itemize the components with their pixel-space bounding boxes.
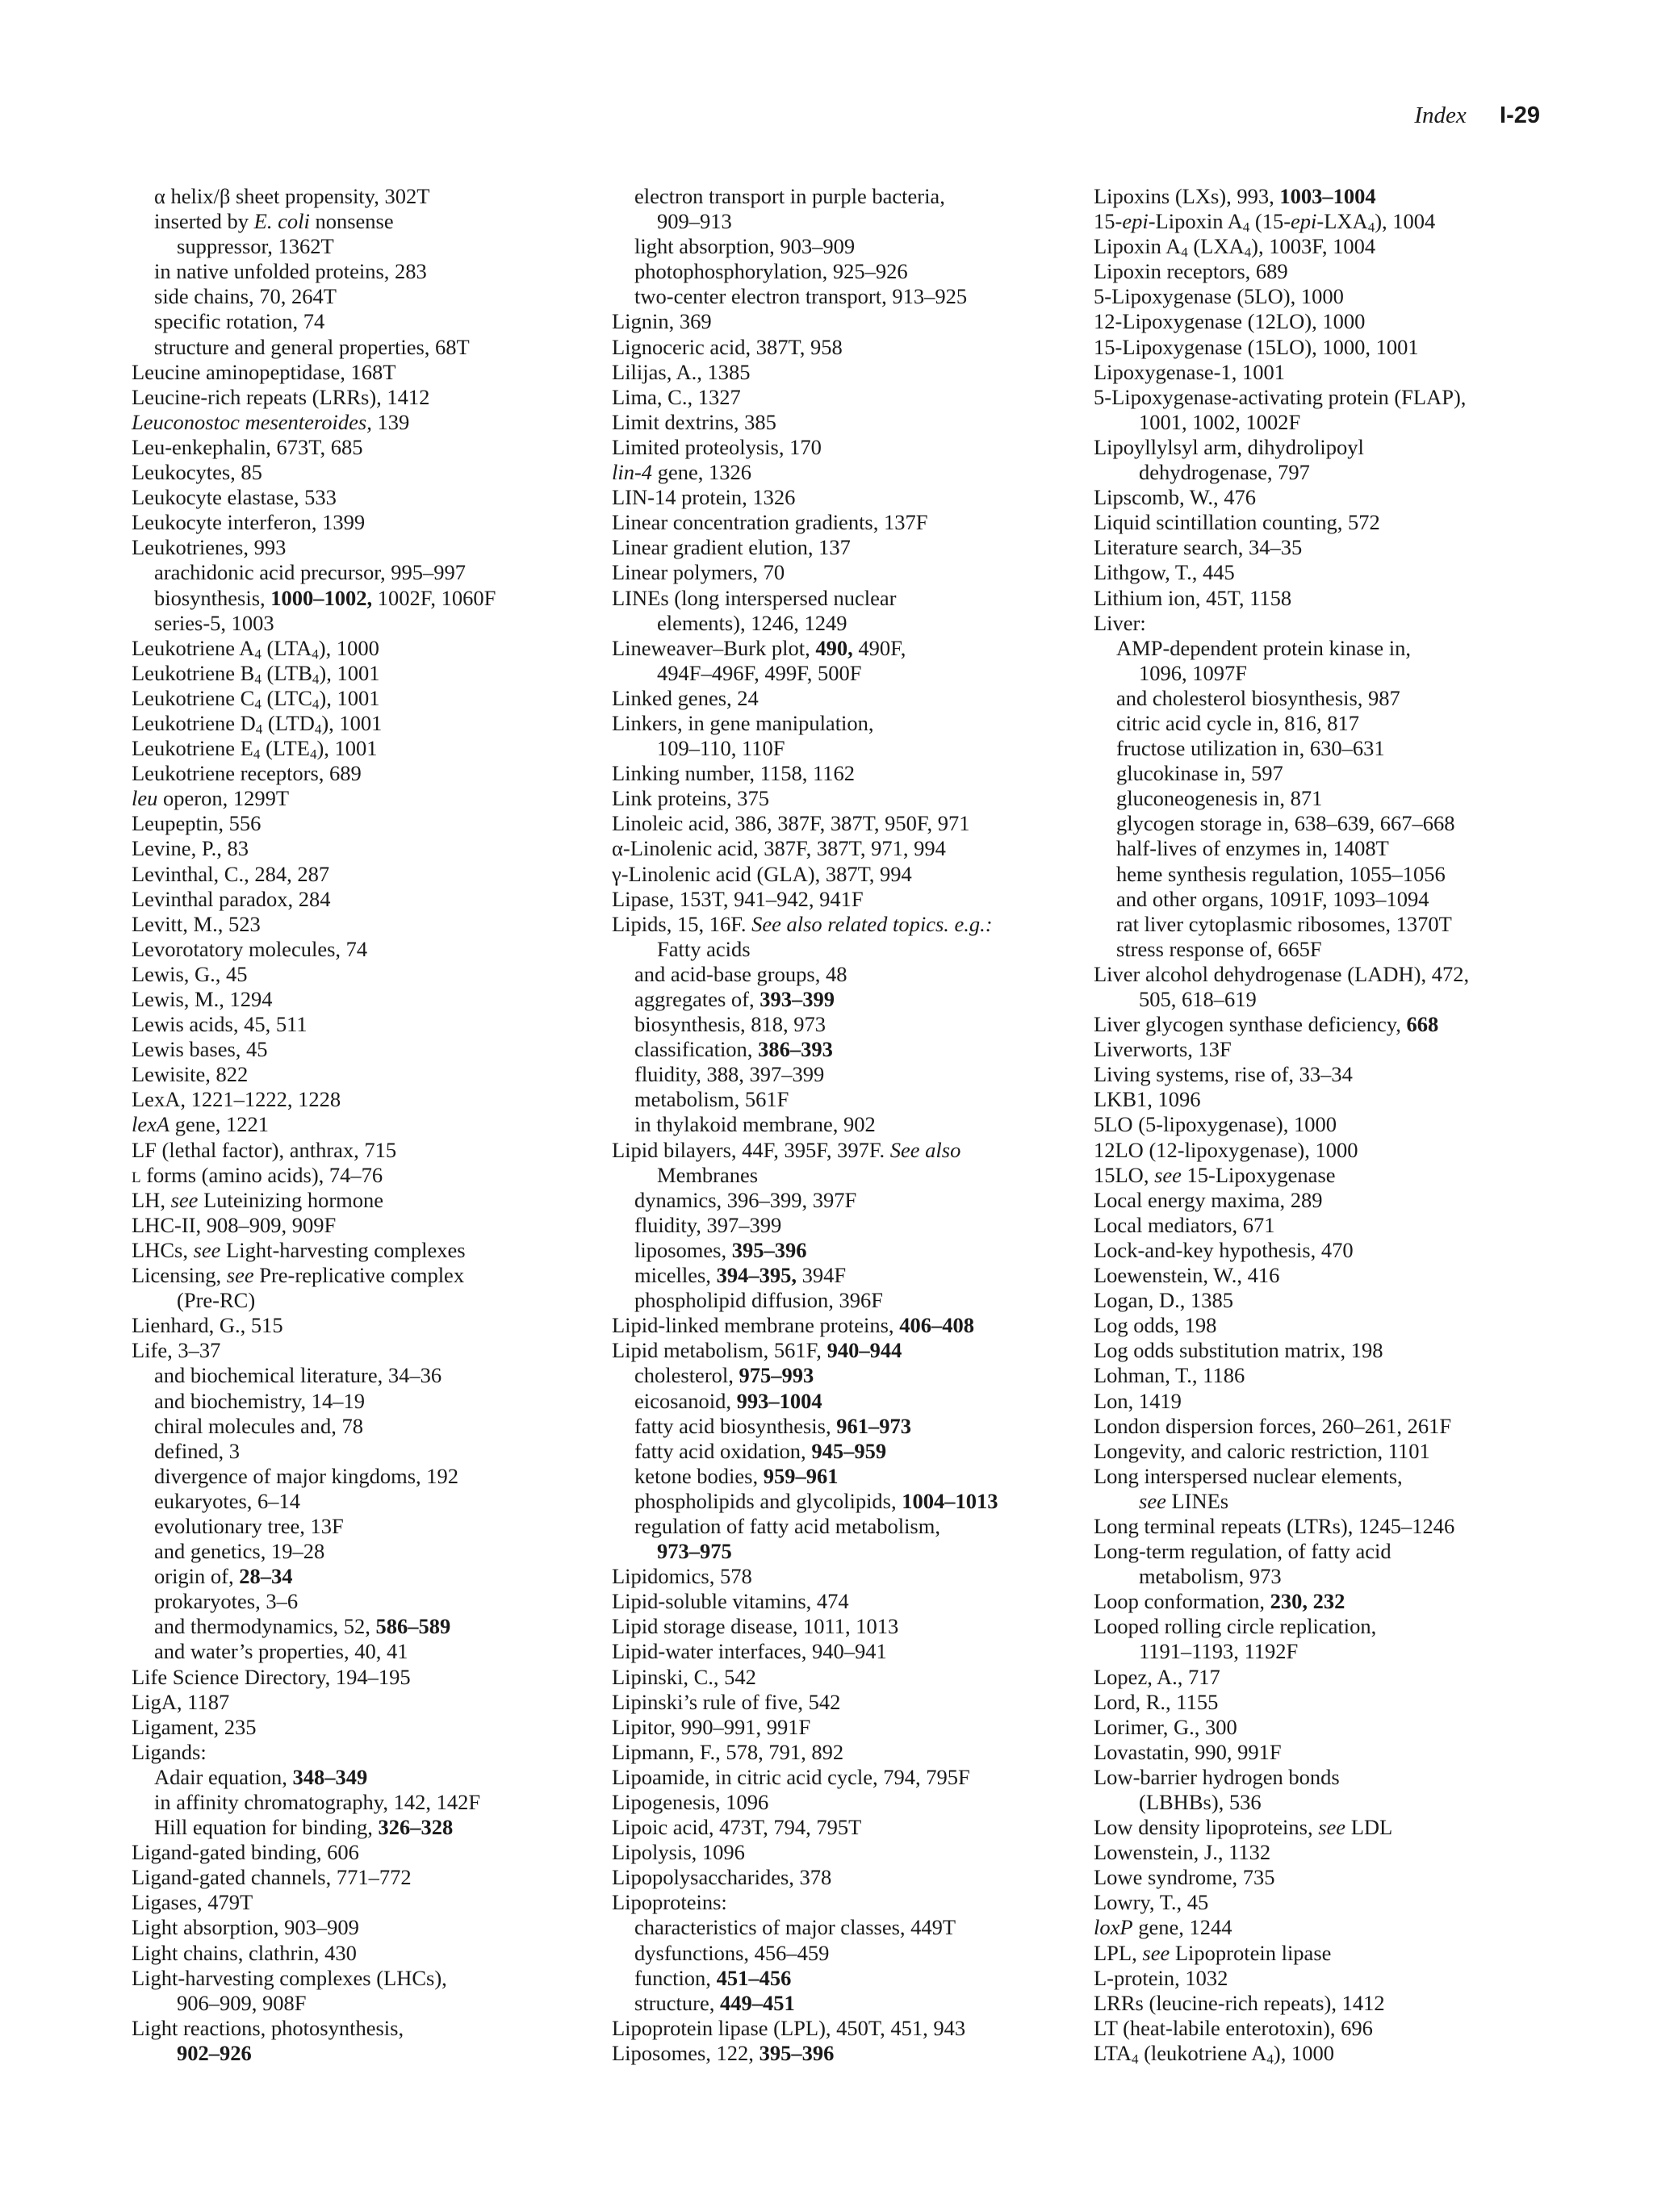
index-entry: Life Science Directory, 194–195 [132,1664,411,1689]
index-subentry: and biochemical literature, 34–36 [154,1363,442,1388]
index-entry: Ligament, 235 [132,1714,257,1739]
index-entry: LHC-II, 908–909, 909F [132,1212,337,1237]
index-entry: lin-4 gene, 1326 [612,460,751,485]
index-entry: Lipitor, 990–991, 991F [612,1714,811,1739]
index-subentry: series-5, 1003 [154,610,274,635]
index-entry: LF (lethal factor), anthrax, 715 [132,1137,397,1162]
index-entry: Leuconostoc mesenteroides, 139 [132,409,410,434]
index-entry: Lipinski, C., 542 [612,1664,756,1689]
index-entry: Lewis bases, 45 [132,1037,268,1062]
index-entry: LKB1, 1096 [1094,1087,1201,1112]
index-entry: γ-Linolenic acid (GLA), 387T, 994 [612,861,912,886]
index-subentry: and cholesterol biosynthesis, 987 [1116,685,1400,710]
index-subentry: two-center electron transport, 913–925 [634,284,968,309]
index-entry: Limited proteolysis, 170 [612,434,822,459]
index-entry: Lipoamide, in citric acid cycle, 794, 795F [612,1764,970,1789]
index-subentry: origin of, 28–34 [154,1564,293,1589]
index-entry: Lipoxin $A_4$ $(LXA_4)$, 1003F, 1004 [1094,234,1376,261]
index-subentry: specific rotation, 74 [154,309,325,334]
index-subentry: 1191–1193, 1192F [1139,1639,1299,1664]
index-subentry: and acid-base groups, 48 [634,961,847,986]
index-subentry: see LINEs [1139,1488,1229,1513]
index-entry: Liver glycogen synthase deficiency, 668 [1094,1012,1439,1037]
index-entry: Linear gradient elution, 137 [612,535,851,560]
index-entry: Leucine-rich repeats (LRRs), 1412 [132,384,430,409]
index-subentry: metabolism, 973 [1139,1564,1282,1589]
index-entry: Lopez, A., 717 [1094,1664,1220,1689]
index-subentry: Adair equation, 348–349 [154,1764,368,1789]
index-entry: α-Linolenic acid, 387F, 387T, 971, 994 [612,836,946,861]
index-entry: Loop conformation, 230, 232 [1094,1589,1345,1614]
index-entry: LPL, see Lipoprotein lipase [1094,1940,1332,1965]
index-entry: Life, 3–37 [132,1338,221,1363]
index-subentry: prokaryotes, 3–6 [154,1589,299,1614]
index-entry: Leukocyte elastase, 533 [132,485,337,510]
index-entry: Lovastatin, 990, 991F [1094,1739,1282,1764]
index-entry: Lima, C., 1327 [612,384,741,409]
index-entry: LT (heat-labile enterotoxin), 696 [1094,2015,1373,2040]
index-subentry: elements), 1246, 1249 [657,610,847,635]
index-subentry: 1001, 1002, 1002F [1139,409,1301,434]
index-entry: Leucine aminopeptidase, 168T [132,359,396,384]
index-entry: 15-Lipoxygenase (15LO), 1000, 1001 [1094,334,1419,359]
index-entry: Linear polymers, 70 [612,560,785,585]
index-subentry: micelles, 394–395, 394F [634,1263,847,1288]
index-entry: Levorotatory molecules, 74 [132,936,368,961]
index-entry: Ligand-gated channels, 771–772 [132,1865,412,1890]
index-subentry: fatty acid biosynthesis, 961–973 [634,1413,911,1438]
index-subentry: classification, 386–393 [634,1037,833,1062]
index-entry: Low density lipoproteins, see LDL [1094,1815,1393,1840]
index-entry: Logan, D., 1385 [1094,1288,1233,1313]
index-entry: Leukocyte interferon, 1399 [132,510,366,535]
index-entry: LIN-14 protein, 1326 [612,485,796,510]
index-entry: Literature search, 34–35 [1094,535,1303,560]
index-entry: Lowe syndrome, 735 [1094,1865,1275,1890]
index-entry: Leukotrienes, 993 [132,535,287,560]
index-entry: Lock-and-key hypothesis, 470 [1094,1237,1354,1262]
index-subentry: and water’s properties, 40, 41 [154,1639,408,1664]
index-subentry: 494F–496F, 499F, 500F [657,660,862,685]
index-entry: Linked genes, 24 [612,685,759,710]
page-header [1414,102,1540,129]
index-subentry: 505, 618–619 [1139,987,1257,1011]
index-entry: Lipoyllylsyl arm, dihydrolipoyl [1094,434,1364,459]
index-entry: Ligands: [132,1739,207,1764]
index-entry: Lord, R., 1155 [1094,1689,1219,1714]
index-subentry: citric acid cycle in, 816, 817 [1116,710,1359,735]
index-entry: leu operon, 1299T [132,786,290,811]
index-entry: Lewis, M., 1294 [132,987,273,1011]
index-entry: Leukotriene $D_4$ $(LTD_4)$, 1001 [132,710,383,737]
index-subentry: divergence of major kingdoms, 192 [154,1463,459,1488]
index-subentry: structure and general properties, 68T [154,334,470,359]
index-entry: Lipoprotein lipase (LPL), 450T, 451, 943 [612,2015,966,2040]
index-entry: Light absorption, 903–909 [132,1915,359,1940]
index-subentry: ketone bodies, 959–961 [634,1463,839,1488]
index-subentry: stress response of, 665F [1116,936,1322,961]
index-entry: Linoleic acid, 386, 387F, 387T, 950F, 971 [612,811,970,836]
index-entry: Liver alcohol dehydrogenase (LADH), 472, [1094,961,1470,986]
index-subentry: biosynthesis, 1000–1002, 1002F, 1060F [154,585,496,610]
index-subentry: eicosanoid, 993–1004 [634,1388,822,1413]
index-entry: Leukotriene $C_4$ $(LTC_4)$, 1001 [132,685,380,712]
index-subentry: fatty acid oxidation, 945–959 [634,1438,887,1463]
index-subentry: phospholipid diffusion, 396F [634,1288,883,1313]
index-entry: 5-Lipoxygenase (5LO), 1000 [1094,284,1344,309]
index-entry: LexA, 1221–1222, 1228 [132,1087,341,1112]
index-entry: Levine, P., 83 [132,836,249,861]
index-subentry: Membranes [657,1162,759,1187]
index-entry: Loewenstein, W., 416 [1094,1263,1280,1288]
index-entry: Levinthal paradox, 284 [132,886,331,911]
index-entry: Lipoproteins: [612,1890,727,1915]
index-entry: Light reactions, photosynthesis, [132,2015,404,2040]
index-subentry: evolutionary tree, 13F [154,1513,344,1538]
index-entry: Lon, 1419 [1094,1388,1182,1413]
index-subentry: half-lives of enzymes in, 1408T [1116,836,1389,861]
index-entry: Lorimer, G., 300 [1094,1714,1237,1739]
index-entry: Living systems, rise of, 33–34 [1094,1062,1353,1087]
index-subentry: α helix/β sheet propensity, 302T [154,184,430,208]
index-entry: Leupeptin, 556 [132,811,262,836]
index-entry: Lowenstein, J., 1132 [1094,1840,1271,1865]
index-subentry: dynamics, 396–399, 397F [634,1187,857,1212]
index-subentry: arachidonic acid precursor, 995–997 [154,560,466,585]
index-subentry: dehydrogenase, 797 [1139,460,1310,485]
index-subentry: light absorption, 903–909 [634,234,856,259]
index-entry: Lowry, T., 45 [1094,1890,1209,1915]
index-entry: Lipid-water interfaces, 940–941 [612,1639,887,1664]
index-subentry: (Pre-RC) [177,1288,256,1313]
index-entry: Lignin, 369 [612,309,712,334]
index-entry: Low-barrier hydrogen bonds [1094,1764,1340,1789]
index-entry: Lipoxins (LXs), 993, 1003–1004 [1094,184,1376,208]
index-entry: Liver: [1094,610,1146,635]
index-column-middle [612,184,1088,2066]
index-entry: LRRs (leucine-rich repeats), 1412 [1094,1990,1385,2015]
index-entry: 5-Lipoxygenase-activating protein (FLAP), [1094,384,1467,409]
index-entry: Light chains, clathrin, 430 [132,1940,357,1965]
index-entry: Lienhard, G., 515 [132,1313,283,1338]
index-subentry: Hill equation for binding, 326–328 [154,1815,454,1840]
index-subentry: heme synthesis regulation, 1055–1056 [1116,861,1446,886]
index-subentry: phospholipids and glycolipids, 1004–1013 [634,1488,998,1513]
index-entry: 12LO (12-lipoxygenase), 1000 [1094,1137,1358,1162]
index-entry: Lipopolysaccharides, 378 [612,1865,832,1890]
index-entry: Long interspersed nuclear elements, [1094,1463,1403,1488]
index-subentry: fluidity, 397–399 [634,1212,782,1237]
index-subentry: and other organs, 1091F, 1093–1094 [1116,886,1429,911]
index-entry: loxP gene, 1244 [1094,1915,1232,1940]
index-entry: Leukotriene receptors, 689 [132,761,362,786]
index-entry: 5LO (5-lipoxygenase), 1000 [1094,1112,1337,1137]
index-entry: Lewis, G., 45 [132,961,248,986]
index-subentry: characteristics of major classes, 449T [634,1915,956,1940]
index-subentry: in thylakoid membrane, 902 [634,1112,876,1137]
index-entry: Local mediators, 671 [1094,1212,1275,1237]
index-entry: Longevity, and caloric restriction, 1101 [1094,1438,1430,1463]
index-entry: Link proteins, 375 [612,786,770,811]
index-entry: Light-harvesting complexes (LHCs), [132,1965,447,1990]
index-column-left [132,184,608,2066]
index-subentry: biosynthesis, 818, 973 [634,1012,826,1037]
index-entry: Licensing, see Pre-replicative complex [132,1263,465,1288]
index-subentry: chiral molecules and, 78 [154,1413,364,1438]
index-entry: Limit dextrins, 385 [612,409,776,434]
index-entry: Local energy maxima, 289 [1094,1187,1323,1212]
index-subentry: and thermodynamics, 52, 586–589 [154,1614,451,1639]
index-entry: 15LO, see 15-Lipoxygenase [1094,1162,1336,1187]
index-entry: Looped rolling circle replication, [1094,1614,1377,1639]
index-entry: Lipid bilayers, 44F, 395F, 397F. See also [612,1137,961,1162]
index-entry: Lipid storage disease, 1011, 1013 [612,1614,899,1639]
index-entry: $LTA_4$ (leukotriene $A_4$), 1000 [1094,2040,1334,2067]
running-head-title: Index [1414,102,1467,128]
index-subentry: metabolism, 561F [634,1087,789,1112]
index-subentry: inserted by E. coli nonsense [154,209,394,234]
index-subentry: glycogen storage in, 638–639, 667–668 [1116,811,1455,836]
index-entry: Lipinski’s rule of five, 542 [612,1689,841,1714]
index-subentry: structure, 449–451 [634,1990,795,2015]
index-entry: Log odds substitution matrix, 198 [1094,1338,1383,1363]
index-entry: Linking number, 1158, 1162 [612,761,855,786]
index-subentry: regulation of fatty acid metabolism, [634,1513,940,1538]
index-entry: Leukocytes, 85 [132,460,262,485]
index-subentry: in affinity chromatography, 142, 142F [154,1790,481,1814]
index-entry: Liverworts, 13F [1094,1037,1232,1062]
index-subentry: in native unfolded proteins, 283 [154,259,427,284]
index-entry: London dispersion forces, 260–261, 261F [1094,1413,1452,1438]
index-entry: Lipoxin receptors, 689 [1094,259,1288,284]
index-subentry: 902–926 [177,2040,252,2065]
index-subentry: 909–913 [657,209,732,234]
index-entry: Long terminal repeats (LTRs), 1245–1246 [1094,1513,1455,1538]
index-entry: Leukotriene $E_4$ $(LTE_4)$, 1001 [132,736,378,763]
index-subentry: 973–975 [657,1539,732,1564]
index-entry: Linear concentration gradients, 137F [612,510,928,535]
index-subentry: 109–110, 110F [657,736,785,761]
index-entry: Long-term regulation, of fatty acid [1094,1539,1391,1564]
index-subentry: side chains, 70, 264T [154,284,337,309]
index-subentry: 1096, 1097F [1139,660,1247,685]
index-entry: Lipoic acid, 473T, 794, 795T [612,1815,862,1840]
index-subentry: Fatty acids [657,936,751,961]
index-subentry: glucokinase in, 597 [1116,761,1283,786]
index-subentry: (LBHBs), 536 [1139,1790,1262,1814]
index-entry: Leukotriene $B_4$ $(LTB_4)$, 1001 [132,660,380,687]
index-subentry: dysfunctions, 456–459 [634,1940,830,1965]
index-entry: Lipscomb, W., 476 [1094,485,1256,510]
index-entry: Linkers, in gene manipulation, [612,710,874,735]
index-entry: Leukotriene $A_4$ $(LTA_4)$, 1000 [132,635,379,662]
index-entry: LigA, 1187 [132,1689,230,1714]
index-entry: Lipase, 153T, 941–942, 941F [612,886,864,911]
index-entry: Liquid scintillation counting, 572 [1094,510,1380,535]
index-entry: Lignoceric acid, 387T, 958 [612,334,843,359]
index-subentry: defined, 3 [154,1438,240,1463]
index-entry: Log odds, 198 [1094,1313,1217,1338]
index-entry: Lohman, T., 1186 [1094,1363,1245,1388]
index-entry: Lithium ion, 45T, 1158 [1094,585,1292,610]
index-entry: 15-epi-Lipoxin $A_4$ $(15-epi-LXA_4)$, 1004 [1094,209,1436,236]
index-entry: Lipid-linked membrane proteins, 406–408 [612,1313,974,1338]
index-subentry: electron transport in purple bacteria, [634,184,945,208]
index-subentry: aggregates of, 393–399 [634,987,835,1011]
index-entry: LINEs (long interspersed nuclear [612,585,897,610]
index-subentry: 906–909, 908F [177,1990,307,2015]
index-entry: Lewisite, 822 [132,1062,249,1087]
index-column-right [1094,184,1570,2066]
index-entry: Lipid-soluble vitamins, 474 [612,1589,849,1614]
index-entry: Lilijas, A., 1385 [612,359,751,384]
index-entry: Lipids, 15, 16F. See also related topics. e.g.: [612,911,993,936]
index-subentry: function, 451–456 [634,1965,792,1990]
index-subentry: AMP-dependent protein kinase in, [1116,635,1412,660]
index-entry: Lipidomics, 578 [612,1564,752,1589]
index-subentry: and genetics, 19–28 [154,1539,325,1564]
index-entry: LHCs, see Light-harvesting complexes [132,1237,466,1262]
page-number: I-29 [1500,102,1540,128]
index-subentry: suppressor, 1362T [177,234,334,259]
index-entry: Levitt, M., 523 [132,911,261,936]
index-subentry: photophosphorylation, 925–926 [634,259,908,284]
index-entry: Lipogenesis, 1096 [612,1790,769,1814]
index-entry: Levinthal, C., 284, 287 [132,861,330,886]
index-entry: Lipoxygenase-1, 1001 [1094,359,1285,384]
index-subentry: fluidity, 388, 397–399 [634,1062,825,1087]
index-subentry: and biochemistry, 14–19 [154,1388,366,1413]
index-entry: Lineweaver–Burk plot, 490, 490F, [612,635,906,660]
index-entry: Ligases, 479T [132,1890,253,1915]
index-entry: Leu-enkephalin, 673T, 685 [132,434,363,459]
index-entry: lexA gene, 1221 [132,1112,269,1137]
index-entry: Lipid metabolism, 561F, 940–944 [612,1338,902,1363]
index-subentry: fructose utilization in, 630–631 [1116,736,1385,761]
index-subentry: liposomes, 395–396 [634,1237,807,1262]
index-entry: L forms (amino acids), 74–76 [132,1162,383,1187]
index-entry: Liposomes, 122, 395–396 [612,2040,835,2065]
index-subentry: cholesterol, 975–993 [634,1363,814,1388]
index-entry: Lewis acids, 45, 511 [132,1012,308,1037]
index-entry: LH, see Luteinizing hormone [132,1187,384,1212]
index-entry: 12-Lipoxygenase (12LO), 1000 [1094,309,1366,334]
index-entry: L-protein, 1032 [1094,1965,1228,1990]
index-entry: Ligand-gated binding, 606 [132,1840,359,1865]
index-entry: Lithgow, T., 445 [1094,560,1235,585]
index-subentry: eukaryotes, 6–14 [154,1488,301,1513]
index-entry: Lipmann, F., 578, 791, 892 [612,1739,844,1764]
index-subentry: gluconeogenesis in, 871 [1116,786,1323,811]
index-entry: Lipolysis, 1096 [612,1840,745,1865]
index-subentry: rat liver cytoplasmic ribosomes, 1370T [1116,911,1452,936]
